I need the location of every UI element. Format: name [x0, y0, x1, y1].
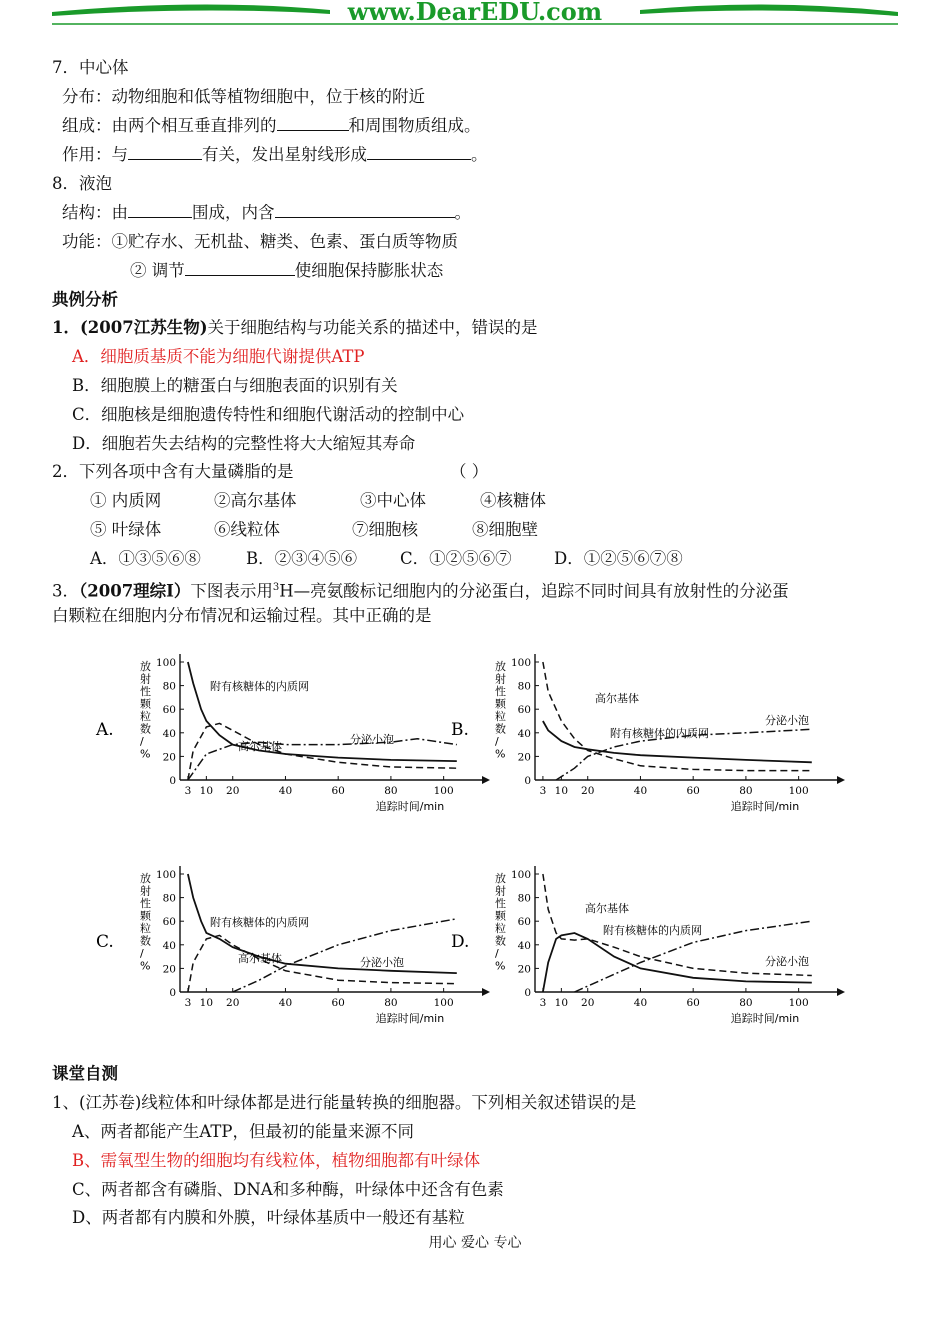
- series-label: 附有核糖体的内质网: [603, 924, 702, 937]
- q1-option-a: A．细胞质基质不能为细胞代谢提供ATP: [72, 347, 365, 366]
- x-tick-label: 100: [433, 785, 454, 797]
- question-text: 2．下列各项中含有大量磷脂的是: [52, 462, 294, 481]
- x-axis-arrow: [482, 776, 490, 784]
- x-tick-label: 80: [739, 997, 753, 1009]
- x-tick-label: 20: [581, 785, 595, 797]
- list-item: ⑤ 叶绿体: [90, 520, 162, 539]
- x-tick-label: 3: [184, 785, 192, 797]
- y-axis-label-char: /: [140, 947, 144, 960]
- text: 有关，发出星射线形成: [202, 145, 367, 164]
- x-tick-label: 10: [554, 785, 569, 797]
- selftest-q1-option-b: B、需氧型生物的细胞均有线粒体，植物细胞都有叶绿体: [72, 1151, 481, 1170]
- y-tick-label: 40: [517, 939, 531, 952]
- list-item: ① 内质网: [90, 491, 162, 510]
- x-axis-arrow: [837, 776, 845, 784]
- y-tick-label: 0: [524, 987, 531, 999]
- section7-function: [62, 144, 488, 166]
- y-axis-label-char: 性: [140, 897, 151, 910]
- question-source: （2007理综Ⅰ）: [79, 581, 191, 601]
- x-tick-label: 40: [278, 997, 293, 1009]
- panel-label: A.: [96, 720, 114, 741]
- y-tick-label: 20: [517, 963, 531, 976]
- x-axis-arrow: [837, 988, 845, 996]
- x-tick-label: 20: [581, 997, 595, 1009]
- y-axis-label-char: 数: [140, 722, 151, 736]
- text: 围成，内含: [192, 203, 275, 222]
- y-axis-label-char: 性: [495, 897, 506, 910]
- site-logo-text: www.DearEDU.com: [347, 0, 603, 26]
- x-tick-label: 40: [633, 785, 648, 797]
- x-tick-label: 40: [633, 997, 648, 1009]
- section8-structure: [62, 202, 471, 224]
- fill-blank[interactable]: [185, 260, 295, 276]
- y-axis-label-char: 射: [140, 672, 151, 686]
- y-tick-label: 0: [169, 987, 176, 999]
- y-tick-label: 60: [517, 704, 531, 717]
- list-item: ②高尔基体: [214, 491, 297, 510]
- text: 。: [471, 145, 488, 164]
- y-axis-label-char: 颗: [140, 697, 151, 711]
- y-tick-label: 100: [155, 657, 176, 669]
- x-axis-label: 追踪时间/min: [375, 800, 445, 813]
- y-axis-label-char: 数: [495, 722, 506, 736]
- y-tick-label: 40: [162, 939, 176, 952]
- series-label: 分泌小泡: [350, 733, 394, 746]
- x-tick-label: 20: [226, 997, 240, 1009]
- y-tick-label: 100: [510, 657, 531, 669]
- choice: B．②③④⑤⑥: [246, 549, 358, 568]
- selftest-q1-option-a: A、两者都能产生ATP，但最初的能量来源不同: [72, 1122, 415, 1141]
- y-tick-label: 100: [510, 869, 531, 881]
- fill-blank[interactable]: [367, 144, 471, 160]
- selftest-heading: 课堂自测: [52, 1064, 118, 1083]
- list-item: ⑧细胞壁: [472, 520, 538, 539]
- y-axis-label: [495, 660, 507, 761]
- section8-title: 8．液泡: [52, 174, 112, 193]
- text: ② 调节: [130, 261, 185, 280]
- y-tick-label: 60: [162, 704, 176, 717]
- fill-blank[interactable]: [277, 115, 349, 131]
- question-number: 3．: [52, 581, 79, 601]
- y-axis-label-char: /: [495, 735, 499, 748]
- x-tick-label: 3: [184, 997, 192, 1009]
- series-line-3: [556, 729, 812, 780]
- selftest-q1-stem: 1、(江苏卷)线粒体和叶绿体都是进行能量转换的细胞器。下列相关叙述错误的是: [52, 1093, 637, 1112]
- y-axis-label-char: 放: [140, 872, 151, 885]
- y-axis-label-char: 粒: [495, 922, 506, 935]
- y-tick-label: 80: [517, 892, 531, 905]
- x-tick-label: 60: [331, 997, 345, 1009]
- y-axis-label-char: 性: [140, 685, 151, 698]
- q1-option-c: C．细胞核是细胞遗传特性和细胞代谢活动的控制中心: [72, 405, 465, 424]
- panel-label: D.: [451, 932, 470, 953]
- y-axis-label-char: 放: [140, 660, 151, 673]
- question-text: H—亮氨酸标记细胞内的分泌蛋白，追踪不同时间具有放射性的分泌蛋: [279, 581, 789, 601]
- y-axis-label-char: 放: [495, 872, 506, 885]
- x-tick-label: 3: [539, 997, 547, 1009]
- y-tick-label: 60: [517, 916, 531, 929]
- answer-paren: （ ）: [450, 462, 489, 481]
- x-tick-label: 100: [788, 785, 809, 797]
- examples-heading: 典例分析: [52, 290, 118, 309]
- panel-label: B.: [451, 720, 469, 741]
- panel-label: C.: [96, 932, 114, 953]
- y-tick-label: 0: [169, 775, 176, 787]
- x-tick-label: 60: [331, 785, 345, 797]
- x-tick-label: 60: [686, 785, 700, 797]
- q3-stem-line2: 白颗粒在细胞内分布情况和运输过程。其中正确的是: [52, 606, 432, 625]
- y-tick-label: 20: [162, 963, 176, 976]
- y-axis-label-char: %: [140, 959, 151, 973]
- fill-blank[interactable]: [275, 202, 455, 218]
- section8-function2: [130, 260, 443, 282]
- selftest-q1-option-d: D、两者都有内膜和外膜，叶绿体基质中一般还有基粒: [72, 1208, 465, 1227]
- y-tick-label: 80: [517, 680, 531, 693]
- list-item: ④核糖体: [480, 491, 546, 510]
- x-tick-label: 60: [686, 997, 700, 1009]
- header-banner: [0, 0, 950, 30]
- series-label: 附有核糖体的内质网: [610, 727, 709, 740]
- charts-figure: [90, 640, 809, 1030]
- series-line-2: [188, 723, 457, 780]
- y-axis-label-char: 数: [495, 934, 506, 948]
- text: 使细胞保持膨胀状态: [294, 261, 444, 280]
- section8-function1: 功能：①贮存水、无机盐、糖类、色素、蛋白质等物质: [62, 232, 458, 251]
- y-axis-label-char: 颗: [495, 697, 506, 711]
- series-label: 高尔基体: [238, 740, 282, 753]
- y-axis-label-char: /: [140, 735, 144, 748]
- y-axis-label-char: 射: [140, 884, 151, 898]
- y-axis-label-char: 射: [495, 672, 506, 686]
- fill-blank[interactable]: [128, 202, 192, 218]
- selftest-q1-option-c: C、两者都含有磷脂、DNA和多种酶，叶绿体中还含有色素: [72, 1180, 504, 1199]
- superscript: 3: [272, 582, 280, 593]
- y-tick-label: 20: [162, 751, 176, 764]
- y-axis-label-char: %: [495, 959, 506, 973]
- y-axis-label-char: 颗: [495, 909, 506, 923]
- y-axis-label-char: 性: [495, 685, 506, 698]
- x-tick-label: 80: [384, 785, 398, 797]
- question-text: 下图表示用: [190, 581, 273, 601]
- x-axis-label: 追踪时间/min: [730, 1012, 800, 1025]
- text: 作用：与: [62, 145, 128, 164]
- x-tick-label: 100: [788, 997, 809, 1009]
- question-number: 1．: [52, 318, 80, 337]
- x-tick-label: 80: [384, 997, 398, 1009]
- series-label: 高尔基体: [585, 902, 629, 915]
- y-axis-label-char: 射: [495, 884, 506, 898]
- x-tick-label: 80: [739, 785, 753, 797]
- x-axis-arrow: [482, 988, 490, 996]
- y-tick-label: 100: [155, 869, 176, 881]
- y-axis-label-char: 粒: [140, 922, 151, 935]
- y-axis-label-char: 数: [140, 934, 151, 948]
- x-tick-label: 20: [226, 785, 240, 797]
- series-label: 高尔基体: [595, 692, 639, 705]
- x-tick-label: 40: [278, 785, 293, 797]
- q1-option-b: B．细胞膜上的糖蛋白与细胞表面的识别有关: [72, 376, 398, 395]
- q3-stem: [52, 577, 789, 603]
- text: 组成：由两个相互垂直排列的: [62, 116, 277, 135]
- y-axis-label-char: 放: [495, 660, 506, 673]
- section7-distribution: 分布：动物细胞和低等植物细胞中，位于核的附近: [62, 87, 425, 106]
- fill-blank[interactable]: [128, 144, 202, 160]
- y-tick-label: 0: [524, 775, 531, 787]
- y-axis-label-char: 粒: [495, 710, 506, 723]
- series-label: 分泌小泡: [360, 956, 404, 969]
- y-tick-label: 60: [162, 916, 176, 929]
- y-axis-label: [140, 660, 152, 761]
- x-axis-label: 追踪时间/min: [375, 1012, 445, 1025]
- list-item: ⑥线粒体: [214, 520, 280, 539]
- text: 结构：由: [62, 203, 128, 222]
- x-tick-label: 3: [539, 785, 547, 797]
- q1-stem: [52, 317, 538, 339]
- y-axis-label: [495, 872, 507, 973]
- q2-stem: [52, 461, 489, 483]
- chart-panel-4: [451, 866, 845, 1025]
- section7-composition: [62, 115, 481, 137]
- text: 和周围物质组成。: [348, 116, 481, 135]
- list-item: ⑦细胞核: [352, 520, 418, 539]
- y-axis-label-char: 颗: [140, 909, 151, 923]
- series-label: 分泌小泡: [765, 955, 809, 968]
- y-axis-label-char: %: [495, 747, 506, 761]
- chart-panel-1: [95, 654, 490, 813]
- x-tick-label: 10: [554, 997, 569, 1009]
- y-axis-label-char: 粒: [140, 710, 151, 723]
- y-axis-label-char: /: [495, 947, 499, 960]
- x-tick-label: 10: [199, 785, 214, 797]
- x-axis-label: 追踪时间/min: [730, 800, 800, 813]
- question-source: (2007江苏生物): [79, 318, 208, 337]
- y-tick-label: 80: [162, 892, 176, 905]
- chart-panel-2: [451, 654, 845, 813]
- y-tick-label: 40: [162, 727, 176, 740]
- x-tick-label: 100: [433, 997, 454, 1009]
- series-label: 附有核糖体的内质网: [210, 916, 309, 929]
- q1-option-d: D．细胞若失去结构的完整性将大大缩短其寿命: [72, 434, 416, 453]
- list-item: ③中心体: [360, 491, 426, 510]
- y-tick-label: 40: [517, 727, 531, 740]
- footer-text: 用心 爱心 专心: [428, 1235, 522, 1251]
- section7-title: 7．中心体: [52, 58, 129, 77]
- text: 。: [454, 203, 471, 222]
- series-label: 附有核糖体的内质网: [210, 680, 309, 693]
- series-label: 分泌小泡: [765, 714, 809, 727]
- question-text: 关于细胞结构与功能关系的描述中，错误的是: [207, 318, 538, 337]
- x-tick-label: 10: [199, 997, 214, 1009]
- y-tick-label: 80: [162, 680, 176, 693]
- choice: D．①②⑤⑥⑦⑧: [554, 549, 683, 568]
- y-tick-label: 20: [517, 751, 531, 764]
- chart-panel-3: [96, 866, 490, 1025]
- choice: C．①②⑤⑥⑦: [400, 549, 512, 568]
- y-axis-label: [140, 872, 152, 973]
- choice: A．①③⑤⑥⑧: [90, 549, 201, 568]
- y-axis-label-char: %: [140, 747, 151, 761]
- series-label: 高尔基体: [238, 952, 282, 965]
